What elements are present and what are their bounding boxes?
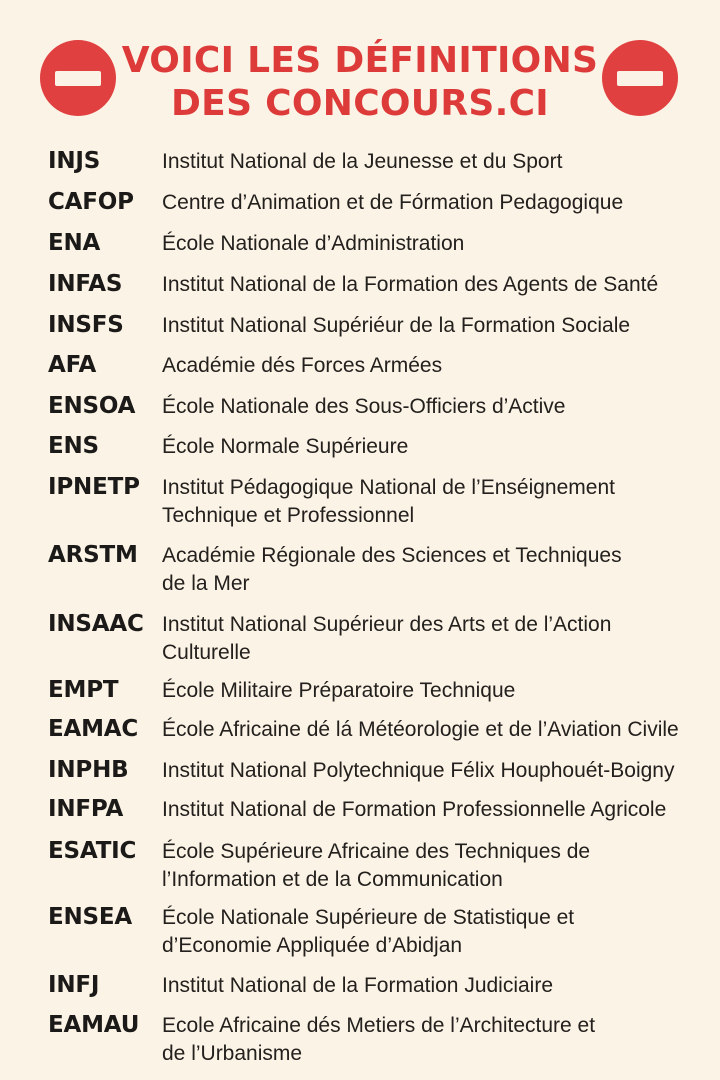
acronym: EAMAC: [48, 716, 139, 742]
definition: [162, 716, 718, 744]
definition-line: Centre d’Animation et de Fórmation Pedagogique: [162, 191, 624, 214]
acronym: INSFS: [48, 312, 124, 338]
definition: [162, 542, 718, 598]
definition: [162, 148, 718, 176]
definition-line: École Supérieure Africaine des Techniques de: [162, 840, 591, 863]
definition: [162, 271, 718, 299]
page-title-line-1: VOICI LES DÉFINITIONS: [121, 40, 599, 81]
definition-line: Institut Pédagogique National de l’Enséignement: [162, 476, 615, 499]
definition-line: Technique et Professionnel: [162, 504, 415, 527]
definition-line: Institut National Polytechnique Félix Houphouét-Boigny: [162, 759, 675, 782]
acronym: ENSEA: [48, 904, 133, 930]
acronym: IPNETP: [48, 474, 140, 500]
definition-line: École Africaine dé lá Météorologie et de l’Aviation Civile: [162, 718, 679, 741]
acronym: INFJ: [48, 972, 100, 998]
definition: [162, 474, 718, 530]
acronym: ARSTM: [48, 542, 138, 568]
definition-line: de l’Urbanisme: [162, 1042, 303, 1065]
definition: [162, 433, 718, 461]
definition: [162, 796, 718, 824]
acronym: INJS: [48, 148, 101, 174]
definition-line: Institut National Supérieur des Arts et de l’Action: [162, 613, 612, 636]
definition: [162, 393, 718, 421]
definition-line: Culturelle: [162, 641, 251, 664]
acronym: INFAS: [48, 271, 123, 297]
acronym: EMPT: [48, 677, 119, 703]
acronym: ESATIC: [48, 838, 137, 864]
definition: [162, 312, 718, 340]
definition-line: de la Mer: [162, 572, 250, 595]
header: [0, 0, 720, 140]
definition-line: École Normale Supérieure: [162, 435, 409, 458]
definition: [162, 757, 718, 785]
definition-line: Institut National de Formation Professionnelle Agricole: [162, 798, 667, 821]
page-title-line-2: DES CONCOURS.CI: [171, 83, 549, 124]
definition-line: Institut National de la Formation des Agents de Santé: [162, 273, 659, 296]
definition: [162, 677, 718, 705]
definition-line: l’Information et de la Communication: [162, 868, 503, 891]
definition-line: Institut National de la Formation Judiciaire: [162, 974, 554, 997]
definition-line: Institut National de la Jeunesse et du Sport: [162, 150, 563, 173]
acronym: INPHB: [48, 757, 129, 783]
definition-line: d’Economie Appliquée d’Abidjan: [162, 934, 463, 957]
no-entry-icon: [40, 40, 116, 116]
definition-line: Institut National Supériéur de la Formation Sociale: [162, 314, 631, 337]
acronym: AFA: [48, 352, 97, 378]
acronym: INFPA: [48, 796, 124, 822]
definition-line: École Nationale d’Administration: [162, 232, 465, 255]
acronym: INSAAC: [48, 611, 144, 637]
definition-line: Académie dés Forces Armées: [162, 354, 443, 377]
definition: [162, 352, 718, 380]
definition: [162, 1012, 718, 1068]
acronym: ENA: [48, 230, 101, 256]
definition: [162, 611, 718, 667]
definition-line: Académie Régionale des Sciences et Techniques: [162, 544, 622, 567]
definition-line: École Nationale Supérieure de Statistique et: [162, 906, 575, 929]
definition-line: Ecole Africaine dés Metiers de l’Architecture et: [162, 1014, 596, 1037]
acronym: ENS: [48, 433, 99, 459]
definition-line: École Nationale des Sous-Officiers d’Active: [162, 395, 566, 418]
acronym: EAMAU: [48, 1012, 140, 1038]
definition: [162, 838, 718, 894]
no-entry-icon: [602, 40, 678, 116]
definition-line: École Militaire Préparatoire Technique: [162, 679, 516, 702]
definition: [162, 189, 718, 217]
acronym: CAFOP: [48, 189, 134, 215]
definition: [162, 904, 718, 960]
definition: [162, 230, 718, 258]
acronym: ENSOA: [48, 393, 136, 419]
definition: [162, 972, 718, 1000]
